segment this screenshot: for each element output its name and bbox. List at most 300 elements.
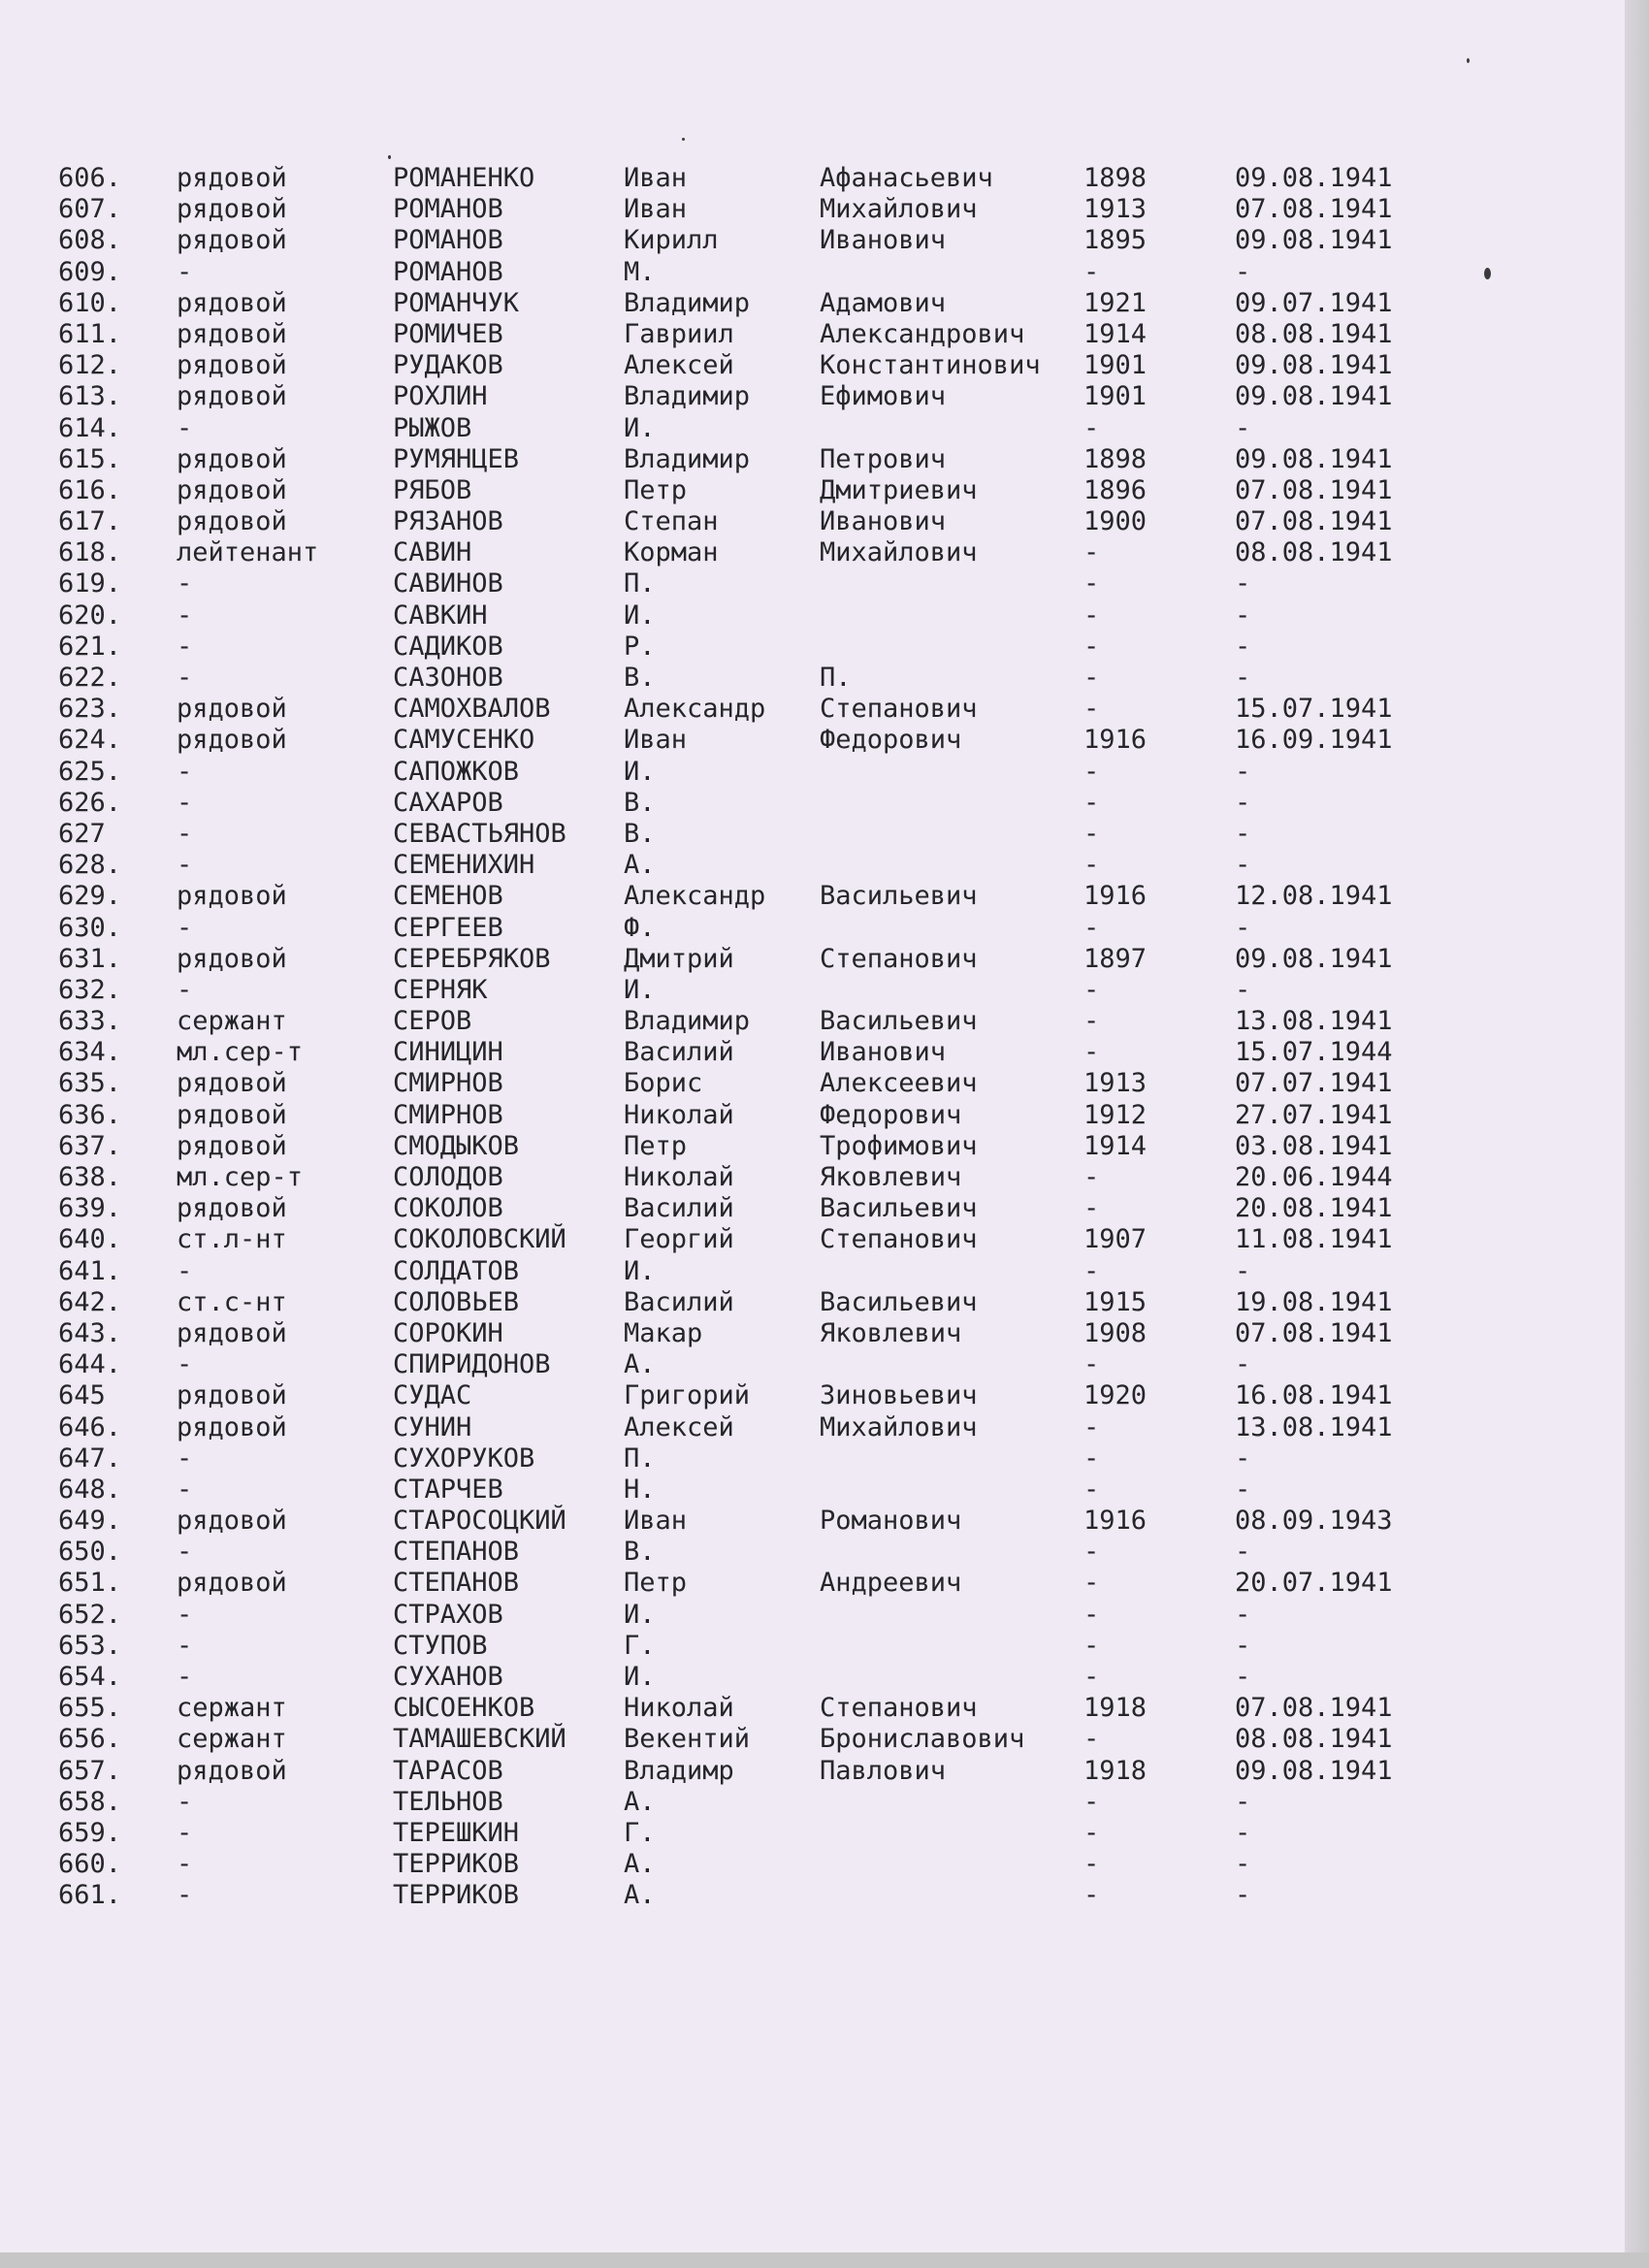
surname-cell: СИНИЦИН <box>393 1037 503 1068</box>
first-name-cell: Иван <box>624 725 688 756</box>
first-name-cell: Петр <box>624 1130 688 1161</box>
row-number: 639. <box>58 1193 122 1224</box>
date-cell: - <box>1235 787 1251 818</box>
birth-year-cell: - <box>1083 787 1100 818</box>
date-cell: 11.08.1941 <box>1235 1224 1393 1255</box>
rank-cell: сержант <box>177 1724 287 1755</box>
surname-cell: САМУСЕНКО <box>393 725 535 756</box>
surname-cell: РОХЛИН <box>393 381 488 412</box>
patronymic-cell: Степанович <box>820 694 978 725</box>
date-cell: 15.07.1944 <box>1235 1037 1393 1068</box>
birth-year-cell: - <box>1083 974 1100 1005</box>
birth-year-cell: 1898 <box>1083 163 1148 193</box>
first-name-cell: Николай <box>624 1162 734 1192</box>
row-number: 632. <box>58 974 122 1005</box>
first-name-cell: А. <box>624 1849 656 1880</box>
surname-cell: ТЕРРИКОВ <box>393 1849 520 1880</box>
surname-cell: РЯЗАНОВ <box>393 506 503 537</box>
date-cell: 07.08.1941 <box>1235 1317 1393 1348</box>
date-cell: 20.08.1941 <box>1235 1193 1393 1224</box>
rank-cell: рядовой <box>177 287 287 318</box>
birth-year-cell: 1916 <box>1083 881 1148 912</box>
rank-cell: мл.сер-т <box>177 1037 304 1068</box>
rank-cell: рядовой <box>177 1506 287 1537</box>
surname-cell: СТЕПАНОВ <box>393 1568 520 1599</box>
birth-year-cell: 1900 <box>1083 506 1148 537</box>
row-number: 624. <box>58 725 122 756</box>
rank-cell: лейтенант <box>177 537 319 568</box>
birth-year-cell: - <box>1083 1474 1100 1505</box>
row-number: 628. <box>58 850 122 881</box>
row-number: 618. <box>58 537 122 568</box>
date-cell: 07.08.1941 <box>1235 474 1393 505</box>
surname-cell: СТУПОВ <box>393 1630 488 1661</box>
birth-year-cell: - <box>1083 1162 1100 1192</box>
rank-cell: рядовой <box>177 474 287 505</box>
patronymic-cell: Иванович <box>820 225 947 256</box>
row-number: 655. <box>58 1693 122 1724</box>
first-name-cell: А. <box>624 850 656 881</box>
row-number: 661. <box>58 1880 122 1911</box>
date-cell: 07.08.1941 <box>1235 194 1393 225</box>
row-number: 651. <box>58 1568 122 1599</box>
first-name-cell: И. <box>624 1255 656 1286</box>
patronymic-cell: Федорович <box>820 1099 962 1130</box>
surname-cell: РОМАНЕНКО <box>393 163 535 193</box>
date-cell: 08.08.1941 <box>1235 318 1393 349</box>
first-name-cell: Николай <box>624 1099 734 1130</box>
row-number: 634. <box>58 1037 122 1068</box>
surname-cell: СЕРНЯК <box>393 974 488 1005</box>
date-cell: - <box>1235 1786 1251 1817</box>
rank-cell: рядовой <box>177 694 287 725</box>
surname-cell: САХАРОВ <box>393 787 503 818</box>
rank-cell: - <box>177 1537 193 1568</box>
rank-cell: рядовой <box>177 225 287 256</box>
rank-cell: сержант <box>177 1006 287 1037</box>
first-name-cell: Корман <box>624 537 719 568</box>
first-name-cell: А. <box>624 1786 656 1817</box>
patronymic-cell: Федорович <box>820 725 962 756</box>
patronymic-cell: П. <box>820 663 852 693</box>
birth-year-cell: - <box>1083 599 1100 631</box>
surname-cell: СЫСОЕНКОВ <box>393 1693 535 1724</box>
first-name-cell: П. <box>624 568 656 599</box>
birth-year-cell: 1913 <box>1083 1068 1148 1099</box>
rank-cell: - <box>177 568 193 599</box>
date-cell: - <box>1235 912 1251 943</box>
rank-cell: рядовой <box>177 443 287 474</box>
surname-cell: СЕРЕБРЯКОВ <box>393 943 551 974</box>
row-number: 659. <box>58 1817 122 1848</box>
surname-cell: СЕМЕНОВ <box>393 881 503 912</box>
rank-cell: - <box>177 1817 193 1848</box>
birth-year-cell: 1920 <box>1083 1380 1148 1411</box>
first-name-cell: Г. <box>624 1817 656 1848</box>
date-cell: - <box>1235 631 1251 662</box>
birth-year-cell: - <box>1083 1411 1100 1442</box>
row-number: 615. <box>58 443 122 474</box>
row-number: 620. <box>58 599 122 631</box>
birth-year-cell: 1896 <box>1083 474 1148 505</box>
row-number: 631. <box>58 943 122 974</box>
date-cell: 09.08.1941 <box>1235 1755 1393 1786</box>
surname-cell: САЗОНОВ <box>393 663 503 693</box>
patronymic-cell: Павлович <box>820 1755 947 1786</box>
first-name-cell: И. <box>624 1662 656 1692</box>
row-number: 606. <box>58 163 122 193</box>
rank-cell: рядовой <box>177 194 287 225</box>
date-cell: - <box>1235 974 1251 1005</box>
first-name-cell: Георгий <box>624 1224 734 1255</box>
surname-cell: САВИНОВ <box>393 568 503 599</box>
date-cell: - <box>1235 1849 1251 1880</box>
patronymic-cell: Яковлевич <box>820 1162 962 1192</box>
first-name-cell: Александр <box>624 881 766 912</box>
rank-cell: рядовой <box>177 506 287 537</box>
date-cell: 07.08.1941 <box>1235 506 1393 537</box>
row-number: 609. <box>58 256 122 287</box>
rank-cell: рядовой <box>177 725 287 756</box>
surname-cell: САПОЖКОВ <box>393 756 520 787</box>
date-cell: 13.08.1941 <box>1235 1411 1393 1442</box>
first-name-cell: Алексей <box>624 1411 734 1442</box>
rank-cell: рядовой <box>177 1317 287 1348</box>
surname-cell: СТАРОСОЦКИЙ <box>393 1506 566 1537</box>
birth-year-cell: 1912 <box>1083 1099 1148 1130</box>
rank-cell: - <box>177 1662 193 1692</box>
birth-year-cell: - <box>1083 1599 1100 1630</box>
row-number: 607. <box>58 194 122 225</box>
surname-cell: САВИН <box>393 537 472 568</box>
rank-cell: ст.с-нт <box>177 1286 287 1317</box>
rank-cell: - <box>177 663 193 693</box>
patronymic-cell: Дмитриевич <box>820 474 978 505</box>
first-name-cell: Николай <box>624 1693 734 1724</box>
first-name-cell: Владимир <box>624 287 751 318</box>
rank-cell: рядовой <box>177 381 287 412</box>
surname-cell: СУНИН <box>393 1411 472 1442</box>
patronymic-cell: Михайлович <box>820 537 978 568</box>
row-number: 653. <box>58 1630 122 1661</box>
surname-cell: РОМАНОВ <box>393 225 503 256</box>
rank-cell: - <box>177 1849 193 1880</box>
birth-year-cell: - <box>1083 1849 1100 1880</box>
surname-cell: ТАРАСОВ <box>393 1755 503 1786</box>
surname-cell: СОКОЛОВСКИЙ <box>393 1224 566 1255</box>
patronymic-cell: Михайлович <box>820 1411 978 1442</box>
date-cell: - <box>1235 756 1251 787</box>
first-name-cell: Ф. <box>624 912 656 943</box>
birth-year-cell: 1916 <box>1083 1506 1148 1537</box>
date-cell: 08.08.1941 <box>1235 537 1393 568</box>
rank-cell: рядовой <box>177 1068 287 1099</box>
birth-year-cell: - <box>1083 1193 1100 1224</box>
row-number: 635. <box>58 1068 122 1099</box>
date-cell: 09.08.1941 <box>1235 350 1393 381</box>
surname-cell: САДИКОВ <box>393 631 503 662</box>
rank-cell: рядовой <box>177 1411 287 1442</box>
row-number: 654. <box>58 1662 122 1692</box>
birth-year-cell: - <box>1083 631 1100 662</box>
patronymic-cell: Иванович <box>820 1037 947 1068</box>
row-number: 638. <box>58 1162 122 1192</box>
row-number: 640. <box>58 1224 122 1255</box>
surname-cell: ТЕРЕШКИН <box>393 1817 520 1848</box>
first-name-cell: П. <box>624 1442 656 1474</box>
rank-cell: - <box>177 1442 193 1474</box>
date-cell: 13.08.1941 <box>1235 1006 1393 1037</box>
row-number: 637. <box>58 1130 122 1161</box>
rank-cell: - <box>177 1630 193 1661</box>
rank-cell: рядовой <box>177 163 287 193</box>
birth-year-cell: - <box>1083 537 1100 568</box>
birth-year-cell: - <box>1083 1568 1100 1599</box>
rank-cell: - <box>177 1599 193 1630</box>
date-cell: - <box>1235 1599 1251 1630</box>
patronymic-cell: Васильевич <box>820 881 978 912</box>
rank-cell: рядовой <box>177 1099 287 1130</box>
scan-edge-bottom <box>0 2252 1649 2268</box>
first-name-cell: В. <box>624 663 656 693</box>
first-name-cell: Макар <box>624 1317 703 1348</box>
surname-cell: ТЕЛЬНОВ <box>393 1786 503 1817</box>
rank-cell: - <box>177 974 193 1005</box>
row-number: 608. <box>58 225 122 256</box>
row-number: 657. <box>58 1755 122 1786</box>
row-number: 626. <box>58 787 122 818</box>
surname-cell: РОМАНОВ <box>393 194 503 225</box>
birth-year-cell: - <box>1083 756 1100 787</box>
first-name-cell: Иван <box>624 1506 688 1537</box>
first-name-cell: Иван <box>624 194 688 225</box>
first-name-cell: Василий <box>624 1193 734 1224</box>
first-name-cell: В. <box>624 818 656 849</box>
birth-year-cell: 1914 <box>1083 1130 1148 1161</box>
rank-cell: - <box>177 850 193 881</box>
speck-mark <box>388 155 391 159</box>
date-cell: 16.09.1941 <box>1235 725 1393 756</box>
birth-year-cell: 1907 <box>1083 1224 1148 1255</box>
rank-cell: рядовой <box>177 943 287 974</box>
surname-cell: СОЛДАТОВ <box>393 1255 520 1286</box>
first-name-cell: И. <box>624 974 656 1005</box>
date-cell: - <box>1235 1880 1251 1911</box>
surname-cell: РУМЯНЦЕВ <box>393 443 520 474</box>
date-cell: - <box>1235 1255 1251 1286</box>
first-name-cell: Дмитрий <box>624 943 734 974</box>
row-number: 617. <box>58 506 122 537</box>
date-cell: - <box>1235 1630 1251 1661</box>
first-name-cell: Василий <box>624 1286 734 1317</box>
surname-cell: СОРОКИН <box>393 1317 503 1348</box>
speck-mark <box>682 138 685 141</box>
birth-year-cell: - <box>1083 1255 1100 1286</box>
birth-year-cell: 1897 <box>1083 943 1148 974</box>
date-cell: - <box>1235 1349 1251 1380</box>
birth-year-cell: 1916 <box>1083 725 1148 756</box>
surname-cell: РУДАКОВ <box>393 350 503 381</box>
rank-cell: - <box>177 412 193 443</box>
birth-year-cell: - <box>1083 850 1100 881</box>
date-cell: - <box>1235 818 1251 849</box>
first-name-cell: Владимр <box>624 1755 734 1786</box>
birth-year-cell: 1895 <box>1083 225 1148 256</box>
date-cell: 27.07.1941 <box>1235 1099 1393 1130</box>
row-number: 622. <box>58 663 122 693</box>
patronymic-cell: Афанасьевич <box>820 163 993 193</box>
surname-cell: СОЛОДОВ <box>393 1162 503 1192</box>
row-number: 656. <box>58 1724 122 1755</box>
date-cell: - <box>1235 1817 1251 1848</box>
first-name-cell: Г. <box>624 1630 656 1661</box>
first-name-cell: Владимир <box>624 1006 751 1037</box>
rank-cell: рядовой <box>177 1755 287 1786</box>
surname-cell: РОМАНЧУК <box>393 287 520 318</box>
surname-cell: РЯБОВ <box>393 474 472 505</box>
patronymic-cell: Андреевич <box>820 1568 962 1599</box>
row-number: 642. <box>58 1286 122 1317</box>
rank-cell: - <box>177 256 193 287</box>
rank-cell: рядовой <box>177 1193 287 1224</box>
row-number: 644. <box>58 1349 122 1380</box>
first-name-cell: А. <box>624 1349 656 1380</box>
rank-cell: рядовой <box>177 1130 287 1161</box>
birth-year-cell: - <box>1083 818 1100 849</box>
birth-year-cell: 1918 <box>1083 1693 1148 1724</box>
first-name-cell: Н. <box>624 1474 656 1505</box>
row-number: 650. <box>58 1537 122 1568</box>
date-cell: 03.08.1941 <box>1235 1130 1393 1161</box>
first-name-cell: В. <box>624 787 656 818</box>
patronymic-cell: Михайлович <box>820 194 978 225</box>
date-cell: 09.08.1941 <box>1235 163 1393 193</box>
date-cell: - <box>1235 1662 1251 1692</box>
row-number: 610. <box>58 287 122 318</box>
birth-year-cell: - <box>1083 1662 1100 1692</box>
birth-year-cell: - <box>1083 1630 1100 1661</box>
row-number: 645 <box>58 1380 106 1411</box>
rank-cell: - <box>177 1349 193 1380</box>
patronymic-cell: Васильевич <box>820 1286 978 1317</box>
date-cell: - <box>1235 412 1251 443</box>
date-cell: 08.08.1941 <box>1235 1724 1393 1755</box>
surname-cell: СЕМЕНИХИН <box>393 850 535 881</box>
row-number: 616. <box>58 474 122 505</box>
first-name-cell: Петр <box>624 1568 688 1599</box>
rank-cell: - <box>177 599 193 631</box>
row-number: 630. <box>58 912 122 943</box>
date-cell: - <box>1235 850 1251 881</box>
row-number: 646. <box>58 1411 122 1442</box>
date-cell: - <box>1235 663 1251 693</box>
rank-cell: - <box>177 1880 193 1911</box>
surname-cell: САВКИН <box>393 599 488 631</box>
first-name-cell: А. <box>624 1880 656 1911</box>
first-name-cell: Р. <box>624 631 656 662</box>
date-cell: 09.08.1941 <box>1235 225 1393 256</box>
date-cell: 09.08.1941 <box>1235 943 1393 974</box>
row-number: 613. <box>58 381 122 412</box>
patronymic-cell: Степанович <box>820 943 978 974</box>
rank-cell: рядовой <box>177 350 287 381</box>
speck-mark <box>1484 268 1491 279</box>
date-cell: - <box>1235 1537 1251 1568</box>
rank-cell: мл.сер-т <box>177 1162 304 1192</box>
birth-year-cell: - <box>1083 1880 1100 1911</box>
surname-cell: РОМАНОВ <box>393 256 503 287</box>
patronymic-cell: Васильевич <box>820 1006 978 1037</box>
patronymic-cell: Васильевич <box>820 1193 978 1224</box>
speck-mark <box>1467 58 1470 63</box>
surname-cell: ТАМАШЕВСКИЙ <box>393 1724 566 1755</box>
surname-cell: СТАРЧЕВ <box>393 1474 503 1505</box>
rank-cell: рядовой <box>177 318 287 349</box>
birth-year-cell: - <box>1083 663 1100 693</box>
first-name-cell: И. <box>624 1599 656 1630</box>
surname-cell: СМОДЫКОВ <box>393 1130 520 1161</box>
patronymic-cell: Яковлевич <box>820 1317 962 1348</box>
row-number: 641. <box>58 1255 122 1286</box>
birth-year-cell: - <box>1083 1786 1100 1817</box>
rank-cell: - <box>177 1786 193 1817</box>
row-number: 621. <box>58 631 122 662</box>
rank-cell: - <box>177 1255 193 1286</box>
surname-cell: СЕВАСТЬЯНОВ <box>393 818 566 849</box>
patronymic-cell: Константинович <box>820 350 1041 381</box>
first-name-cell: Петр <box>624 474 688 505</box>
birth-year-cell: - <box>1083 1349 1100 1380</box>
row-number: 658. <box>58 1786 122 1817</box>
patronymic-cell: Алексеевич <box>820 1068 978 1099</box>
surname-cell: СЕРОВ <box>393 1006 472 1037</box>
rank-cell: - <box>177 818 193 849</box>
surname-cell: СТЕПАНОВ <box>393 1537 520 1568</box>
rank-cell: сержант <box>177 1693 287 1724</box>
birth-year-cell: 1901 <box>1083 381 1148 412</box>
birth-year-cell: - <box>1083 1006 1100 1037</box>
birth-year-cell: 1915 <box>1083 1286 1148 1317</box>
first-name-cell: Иван <box>624 163 688 193</box>
rank-cell: - <box>177 787 193 818</box>
birth-year-cell: - <box>1083 1442 1100 1474</box>
date-cell: 07.08.1941 <box>1235 1693 1393 1724</box>
row-number: 612. <box>58 350 122 381</box>
row-number: 647. <box>58 1442 122 1474</box>
date-cell: 09.08.1941 <box>1235 443 1393 474</box>
date-cell: 16.08.1941 <box>1235 1380 1393 1411</box>
date-cell: 08.09.1943 <box>1235 1506 1393 1537</box>
rank-cell: - <box>177 631 193 662</box>
row-number: 636. <box>58 1099 122 1130</box>
first-name-cell: В. <box>624 1537 656 1568</box>
birth-year-cell: 1908 <box>1083 1317 1148 1348</box>
row-number: 614. <box>58 412 122 443</box>
birth-year-cell: - <box>1083 412 1100 443</box>
row-number: 649. <box>58 1506 122 1537</box>
rank-cell: - <box>177 1474 193 1505</box>
first-name-cell: Борис <box>624 1068 703 1099</box>
first-name-cell: Степан <box>624 506 719 537</box>
date-cell: - <box>1235 599 1251 631</box>
first-name-cell: Векентий <box>624 1724 751 1755</box>
row-number: 629. <box>58 881 122 912</box>
row-number: 648. <box>58 1474 122 1505</box>
date-cell: 09.07.1941 <box>1235 287 1393 318</box>
date-cell: 07.07.1941 <box>1235 1068 1393 1099</box>
birth-year-cell: 1913 <box>1083 194 1148 225</box>
patronymic-cell: Степанович <box>820 1224 978 1255</box>
